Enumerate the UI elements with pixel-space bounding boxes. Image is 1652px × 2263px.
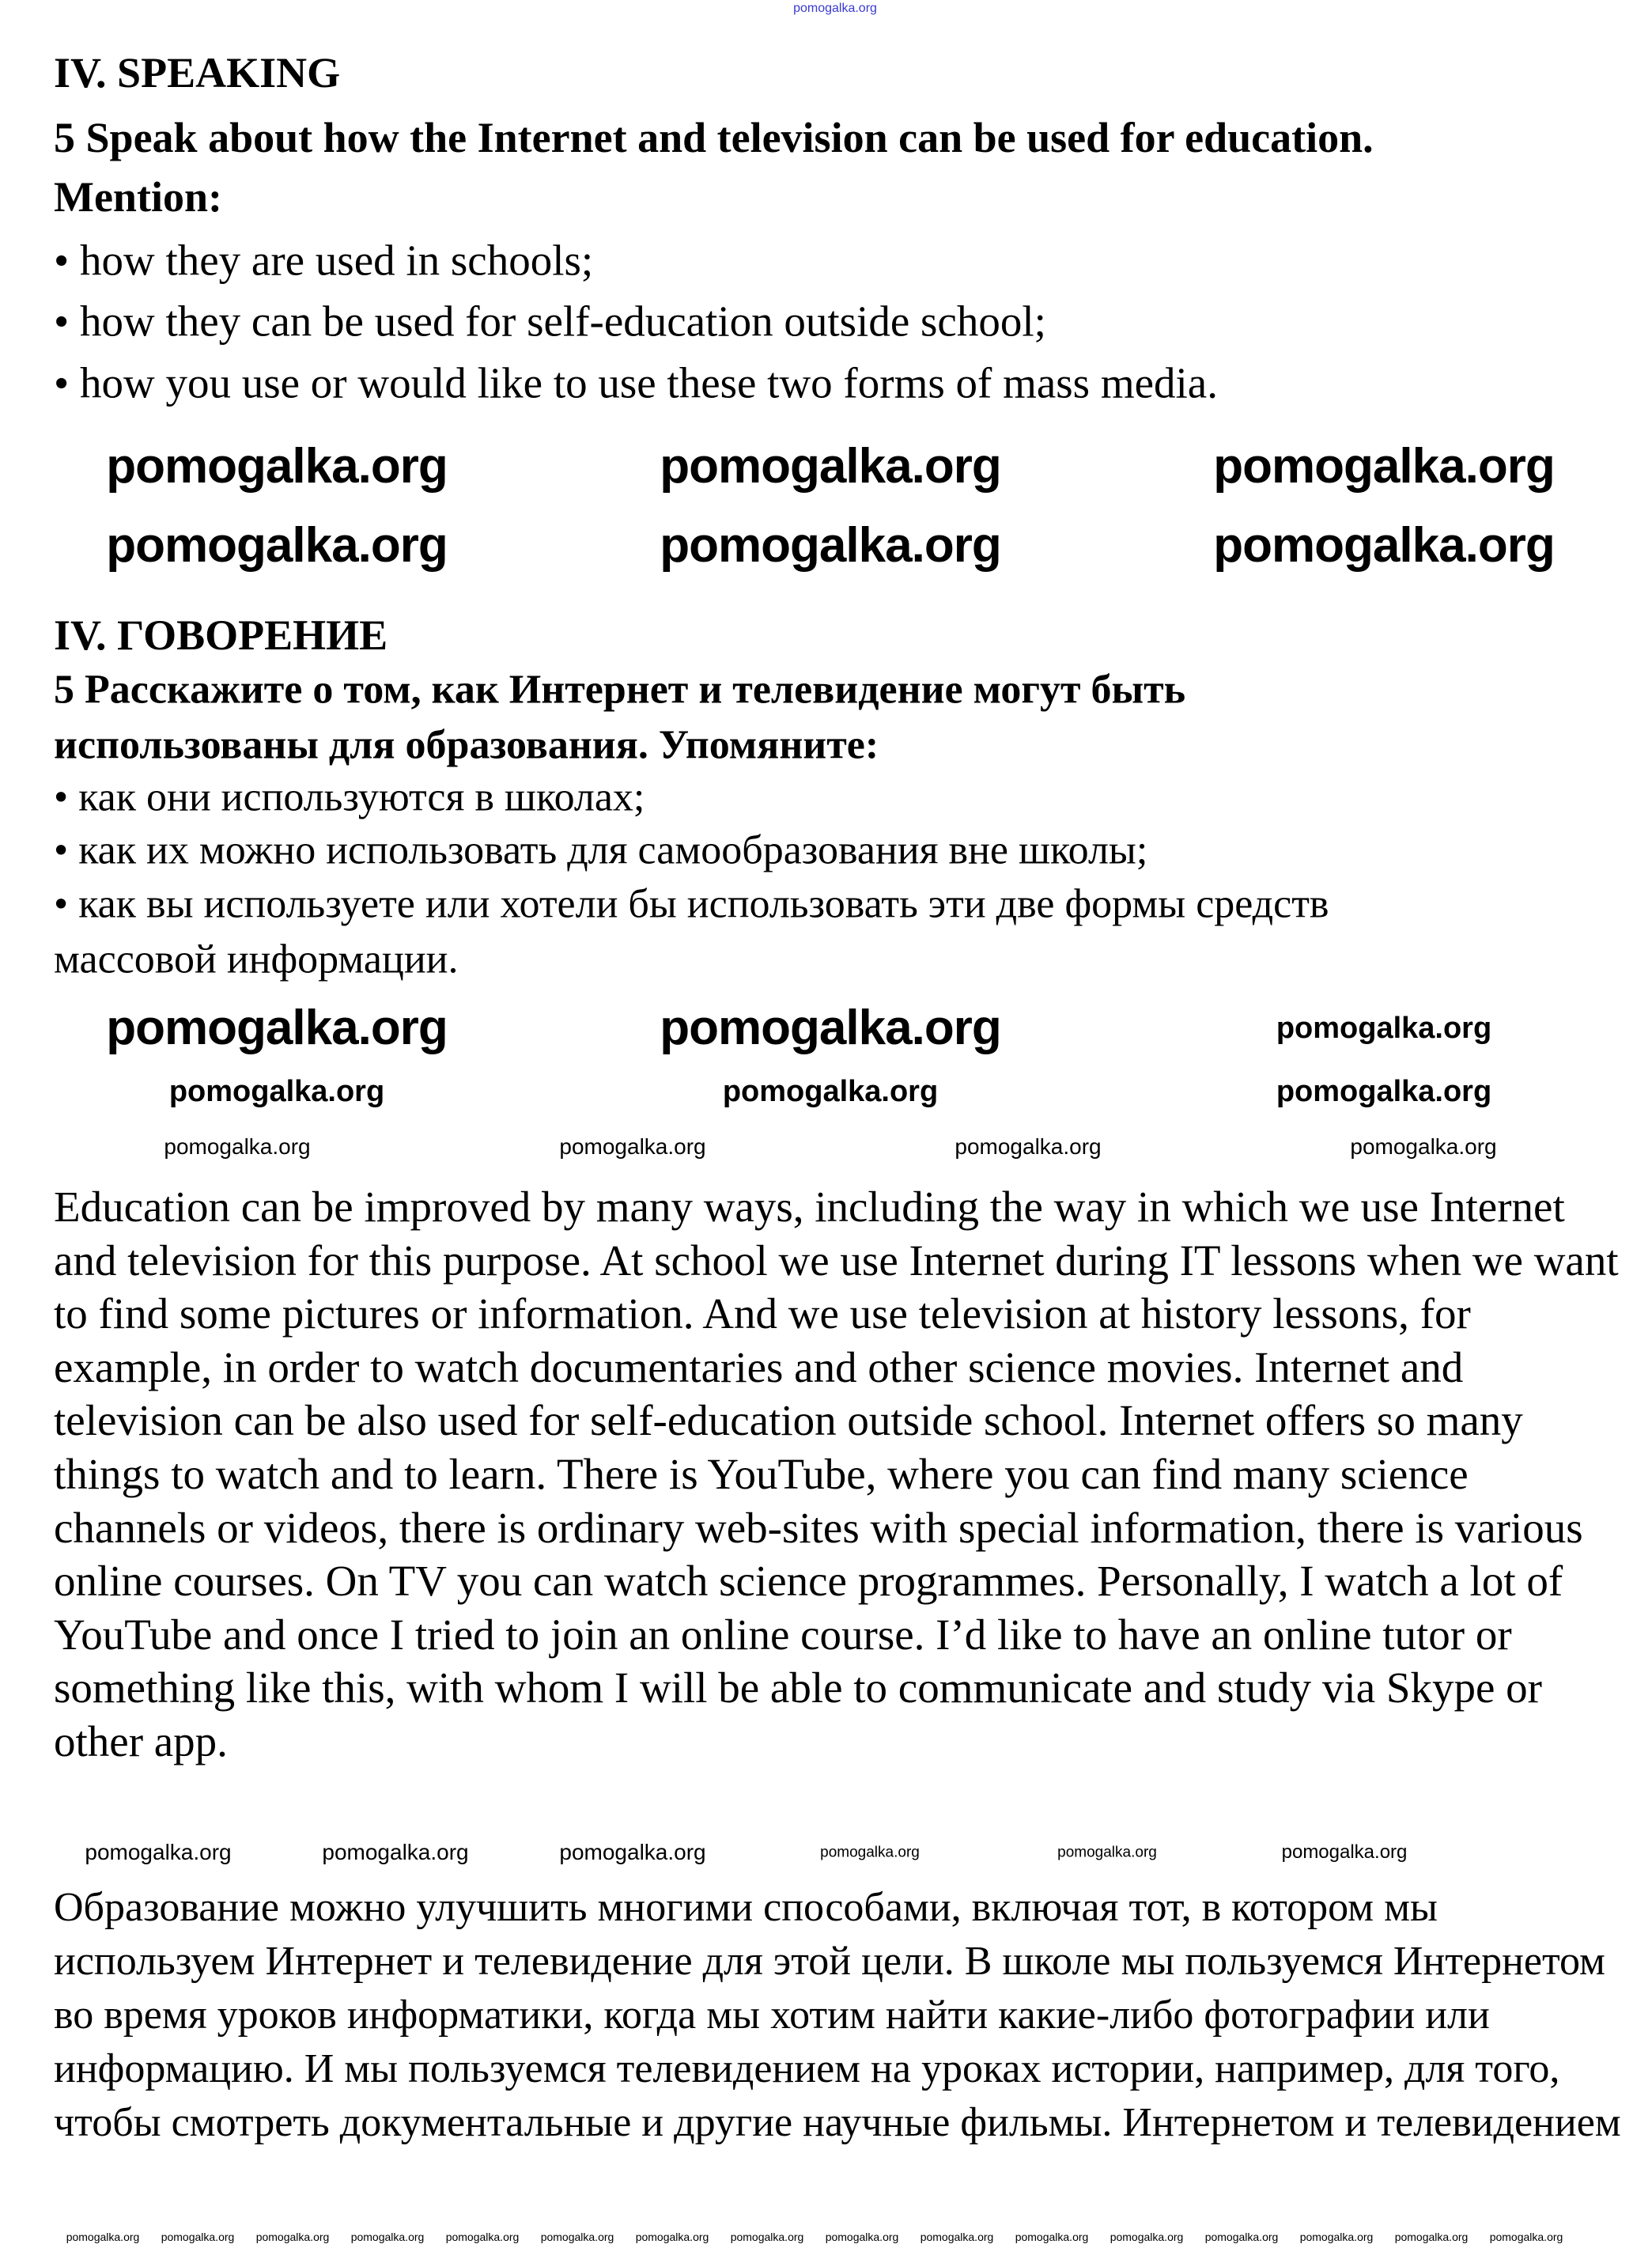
watermark: pomogalka.org: [1489, 2231, 1563, 2243]
answer-russian: [54, 1881, 1627, 2150]
answer-line: Internet and television for this purpose. At school we use Internet during IT lessons: [54, 1183, 1565, 1285]
answer-line: Образование можно улучшить многими способами, включая тот, в котором: [54, 1885, 1374, 1930]
answer-line: Education can be improved by many ways, including the way in which we use: [54, 1183, 1419, 1231]
watermark: pomogalka.org: [559, 1134, 706, 1159]
watermark: pomogalka.org: [793, 2, 877, 15]
answer-line: пользуемся Интернетом во время уроков информатики, когда мы хотим: [54, 1939, 1605, 2038]
russian-heading: IV. ГОВОРЕНИЕ: [54, 611, 388, 659]
russian-task: 5 Расскажите о том, как Интернет и телевидение могут быть: [54, 667, 1186, 713]
watermark: pomogalka.org: [1110, 2231, 1184, 2243]
watermark: pomogalka.org: [955, 1134, 1102, 1159]
watermark: pomogalka.org: [540, 2231, 614, 2243]
watermark: pomogalka.org: [161, 2231, 235, 2243]
answer-line: information, there is various online courses. On TV you can watch science: [54, 1503, 1583, 1606]
watermark: pomogalka.org: [164, 1134, 311, 1159]
watermark: pomogalka.org: [85, 1840, 232, 1864]
watermark: pomogalka.org: [255, 2231, 330, 2243]
answer-line: movies. Internet and television can be also used for self-education outside school.: [54, 1342, 1464, 1445]
watermark: pomogalka.org: [635, 2231, 709, 2243]
english-task-mention: Mention:: [54, 173, 222, 221]
watermark: pomogalka.org: [1299, 2231, 1374, 2243]
watermark: pomogalka.org: [660, 518, 1001, 573]
answer-line: online course. I’d like to have an online tutor or something like this, with whom I: [54, 1610, 1512, 1712]
watermark: pomogalka.org: [1350, 1134, 1497, 1159]
watermark: pomogalka.org: [825, 2231, 899, 2243]
answer-line: мы используем Интернет и телевидение для этой цели. В школе мы: [54, 1885, 1438, 1984]
answer-english: [54, 1180, 1627, 1769]
watermark: pomogalka.org: [445, 2231, 520, 2243]
answer-line: телевидением на уроках истории, например, для того, чтобы смотреть: [54, 2046, 1560, 2145]
watermark: pomogalka.org: [559, 1840, 706, 1864]
answer-line: найти какие-либо фотографии или информацию. И мы пользуемся: [54, 1992, 1490, 2091]
watermark: pomogalka.org: [1281, 1841, 1408, 1863]
watermark: pomogalka.org: [730, 2231, 804, 2243]
watermark: pomogalka.org: [106, 439, 448, 494]
watermark: pomogalka.org: [1213, 518, 1555, 573]
watermark: pomogalka.org: [660, 1001, 1001, 1055]
answer-line: документальные и другие научные фильмы. Интернетом и телевидением: [339, 2100, 1621, 2145]
answer-line: history lessons, for example, in order to watch documentaries and other science: [54, 1289, 1471, 1391]
watermark: pomogalka.org: [1213, 439, 1555, 494]
russian-bullet: • как они используются в школах;: [54, 774, 645, 820]
answer-line: Internet offers so many things to watch and to learn. There is YouTube, where you: [54, 1396, 1523, 1498]
english-bullet: • how you use or would like to use these two forms of mass media.: [54, 358, 1218, 407]
answer-line: programmes. Personally, I watch a lot of YouTube and once I tried to join an: [54, 1557, 1563, 1659]
answer-line: will be able to communicate and study via Skype or other app.: [54, 1663, 1542, 1765]
english-task: 5 Speak about how the Internet and television can be used for education.: [54, 114, 1374, 161]
watermark: pomogalka.org: [1394, 2231, 1469, 2243]
watermark: pomogalka.org: [660, 439, 1001, 494]
answer-line: when we want to find some pictures or information. And we use television at: [54, 1236, 1619, 1338]
watermark: pomogalka.org: [322, 1840, 469, 1864]
watermark: pomogalka.org: [1057, 1844, 1157, 1861]
answer-line: can find many science channels or videos, there is ordinary web-sites with special: [54, 1449, 1469, 1552]
watermark: pomogalka.org: [66, 2231, 140, 2243]
watermark: pomogalka.org: [168, 1075, 385, 1108]
watermark: pomogalka.org: [1276, 1012, 1492, 1045]
watermark: pomogalka.org: [820, 1844, 920, 1861]
watermark: pomogalka.org: [722, 1075, 939, 1108]
russian-bullet: • как вы используете или хотели бы использовать эти две формы средств: [54, 881, 1329, 927]
watermark: pomogalka.org: [350, 2231, 425, 2243]
watermark: pomogalka.org: [106, 518, 448, 573]
watermark: pomogalka.org: [1015, 2231, 1089, 2243]
watermark: pomogalka.org: [920, 2231, 994, 2243]
russian-task: использованы для образования. Упомяните:: [54, 722, 879, 768]
english-heading: IV. SPEAKING: [54, 49, 341, 96]
watermark: pomogalka.org: [1204, 2231, 1279, 2243]
watermark: pomogalka.org: [106, 1001, 448, 1055]
russian-bullet: массовой информации.: [54, 937, 459, 982]
english-bullet: • how they can be used for self-education outside school;: [54, 297, 1046, 346]
russian-bullet: • как их можно использовать для самообразования вне школы;: [54, 827, 1148, 873]
english-bullet: • how they are used in schools;: [54, 236, 594, 285]
watermark: pomogalka.org: [1276, 1075, 1492, 1108]
